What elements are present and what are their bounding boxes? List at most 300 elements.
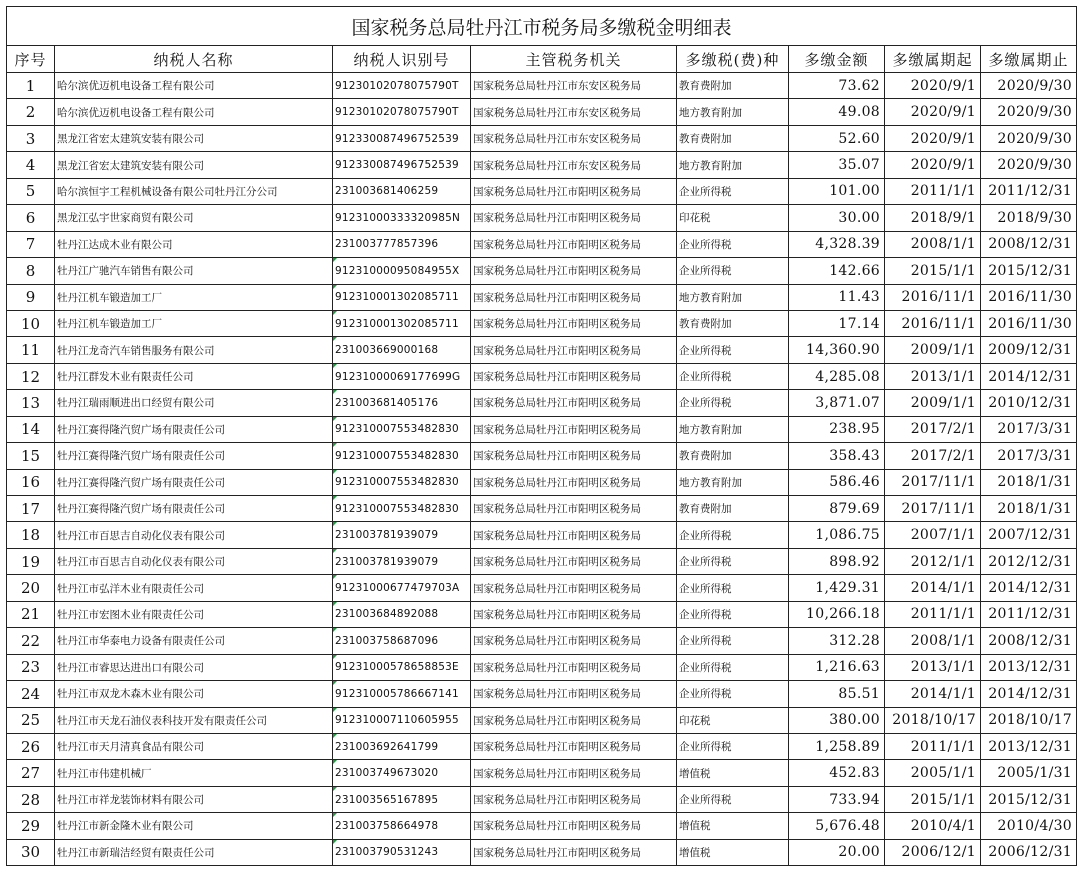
cell-tax-office[interactable]: 国家税务总局牡丹江市阳明区税务局: [471, 628, 677, 654]
header-tax-office: 主管税务机关: [471, 46, 677, 73]
cell-taxpayer-id[interactable]: [333, 363, 471, 389]
cell-taxpayer-id[interactable]: [333, 575, 471, 601]
cell-tax-type[interactable]: 企业所得税: [677, 363, 789, 389]
cell-tax-office[interactable]: 国家税务总局牡丹江市阳明区税务局: [471, 310, 677, 336]
note-indicator-icon: [333, 311, 337, 315]
taxpayer-id-text: 912310007110605955: [335, 714, 459, 727]
cell-taxpayer-id[interactable]: [333, 707, 471, 733]
cell-taxpayer-name[interactable]: 牡丹江市百思吉自动化仪表有限公司: [55, 548, 333, 574]
cell-period-start[interactable]: 2018/10/17: [885, 707, 981, 733]
cell-taxpayer-name[interactable]: 牡丹江市华泰电力设备有限责任公司: [55, 628, 333, 654]
taxpayer-id-text: 912310001302085711: [335, 317, 459, 330]
taxpayer-id-text: 231003681405176: [335, 396, 439, 409]
note-indicator-icon: [333, 840, 337, 844]
cell-tax-office[interactable]: 国家税务总局牡丹江市阳明区税务局: [471, 760, 677, 786]
cell-index[interactable]: 11: [7, 337, 55, 363]
cell-taxpayer-name[interactable]: 牡丹江机车锻造加工厂: [55, 284, 333, 310]
cell-amount[interactable]: 898.92: [789, 548, 885, 574]
table-row: [7, 152, 1077, 178]
cell-period-start[interactable]: 2009/1/1: [885, 337, 981, 363]
cell-taxpayer-id[interactable]: 91230102078075790T: [333, 73, 471, 99]
cell-taxpayer-name[interactable]: 牡丹江龙奇汽车销售服务有限公司: [55, 337, 333, 363]
cell-taxpayer-name[interactable]: 哈尔滨优迈机电设备工程有限公司: [55, 73, 333, 99]
cell-amount[interactable]: 452.83: [789, 760, 885, 786]
taxpayer-id-text: 912310007553482830: [335, 449, 459, 462]
cell-index[interactable]: 2: [7, 99, 55, 125]
cell-tax-type[interactable]: 地方教育附加: [677, 416, 789, 442]
taxpayer-id-text: 912310007553482830: [335, 423, 459, 436]
cell-period-start[interactable]: 2010/4/1: [885, 813, 981, 839]
cell-tax-type[interactable]: 企业所得税: [677, 178, 789, 204]
header-taxpayer-name: 纳税人名称: [55, 46, 333, 73]
cell-period-end[interactable]: 2020/9/30: [981, 125, 1077, 151]
cell-tax-office[interactable]: 国家税务总局牡丹江市阳明区税务局: [471, 839, 677, 865]
cell-taxpayer-name[interactable]: 牡丹江市祥龙装饰材料有限公司: [55, 786, 333, 812]
cell-period-end[interactable]: 2009/12/31: [981, 337, 1077, 363]
cell-taxpayer-id[interactable]: [333, 548, 471, 574]
cell-index[interactable]: 9: [7, 284, 55, 310]
table-row: [7, 416, 1077, 442]
cell-tax-type[interactable]: 增值税: [677, 760, 789, 786]
cell-index[interactable]: 24: [7, 681, 55, 707]
cell-taxpayer-id[interactable]: [333, 681, 471, 707]
cell-amount[interactable]: 14,360.90: [789, 337, 885, 363]
cell-amount[interactable]: 35.07: [789, 152, 885, 178]
cell-period-end[interactable]: 2011/12/31: [981, 601, 1077, 627]
cell-taxpayer-name[interactable]: 牡丹江群发木业有限责任公司: [55, 363, 333, 389]
note-indicator-icon: [333, 602, 337, 606]
header-row: [7, 46, 1077, 73]
table-row: [7, 654, 1077, 680]
cell-taxpayer-name[interactable]: 牡丹江市新金隆木业有限公司: [55, 813, 333, 839]
cell-period-start[interactable]: 2011/1/1: [885, 601, 981, 627]
cell-taxpayer-name[interactable]: 牡丹江市宏图木业有限责任公司: [55, 601, 333, 627]
cell-taxpayer-id[interactable]: 912330087496752539: [333, 152, 471, 178]
spreadsheet: [6, 6, 1076, 866]
cell-tax-type[interactable]: 印花税: [677, 205, 789, 231]
cell-taxpayer-id[interactable]: [333, 416, 471, 442]
cell-tax-office[interactable]: 国家税务总局牡丹江市阳明区税务局: [471, 522, 677, 548]
cell-period-end[interactable]: 2017/3/31: [981, 416, 1077, 442]
taxpayer-id-text: 912310007553482830: [335, 476, 459, 489]
cell-period-end[interactable]: 2018/9/30: [981, 205, 1077, 231]
cell-tax-office[interactable]: 国家税务总局牡丹江市阳明区税务局: [471, 258, 677, 284]
cell-tax-type[interactable]: 企业所得税: [677, 522, 789, 548]
cell-amount[interactable]: 11.43: [789, 284, 885, 310]
cell-tax-office[interactable]: 国家税务总局牡丹江市东安区税务局: [471, 99, 677, 125]
cell-tax-type[interactable]: 教育费附加: [677, 443, 789, 469]
cell-period-end[interactable]: 2020/9/30: [981, 152, 1077, 178]
note-indicator-icon: [333, 655, 337, 659]
cell-period-end[interactable]: 2018/1/31: [981, 496, 1077, 522]
cell-tax-office[interactable]: 国家税务总局牡丹江市阳明区税务局: [471, 548, 677, 574]
cell-amount[interactable]: 879.69: [789, 496, 885, 522]
cell-tax-office[interactable]: 国家税务总局牡丹江市阳明区税务局: [471, 231, 677, 257]
cell-period-start[interactable]: 2016/11/1: [885, 284, 981, 310]
cell-amount[interactable]: 733.94: [789, 786, 885, 812]
cell-amount[interactable]: 238.95: [789, 416, 885, 442]
cell-amount[interactable]: 312.28: [789, 628, 885, 654]
cell-index[interactable]: 14: [7, 416, 55, 442]
cell-period-start[interactable]: 2008/1/1: [885, 628, 981, 654]
cell-taxpayer-id[interactable]: [333, 390, 471, 416]
table-row: [7, 284, 1077, 310]
cell-taxpayer-name[interactable]: 牡丹江赛得隆汽贸广场有限责任公司: [55, 496, 333, 522]
cell-taxpayer-id[interactable]: 231003681406259: [333, 178, 471, 204]
cell-taxpayer-id[interactable]: [333, 628, 471, 654]
table-row: [7, 469, 1077, 495]
cell-period-end[interactable]: 2013/12/31: [981, 733, 1077, 759]
cell-amount[interactable]: 4,328.39: [789, 231, 885, 257]
note-indicator-icon: [333, 364, 337, 368]
cell-taxpayer-name[interactable]: 牡丹江赛得隆汽贸广场有限责任公司: [55, 443, 333, 469]
cell-index[interactable]: 30: [7, 839, 55, 865]
cell-period-start[interactable]: 2017/11/1: [885, 469, 981, 495]
cell-taxpayer-name[interactable]: 牡丹江瑞雨顺进出口经贸有限公司: [55, 390, 333, 416]
cell-tax-type[interactable]: 地方教育附加: [677, 469, 789, 495]
cell-index[interactable]: 18: [7, 522, 55, 548]
cell-taxpayer-name[interactable]: 牡丹江市双龙木森木业有限公司: [55, 681, 333, 707]
cell-period-end[interactable]: 2012/12/31: [981, 548, 1077, 574]
cell-tax-office[interactable]: 国家税务总局牡丹江市阳明区税务局: [471, 205, 677, 231]
cell-tax-type[interactable]: 企业所得税: [677, 575, 789, 601]
cell-period-end[interactable]: 2007/12/31: [981, 522, 1077, 548]
cell-index[interactable]: 15: [7, 443, 55, 469]
taxpayer-id-text: 231003669000168: [335, 344, 439, 357]
cell-taxpayer-name[interactable]: 牡丹江达成木业有限公司: [55, 231, 333, 257]
cell-period-start[interactable]: 2011/1/1: [885, 733, 981, 759]
cell-tax-type[interactable]: 企业所得税: [677, 601, 789, 627]
cell-tax-type[interactable]: 企业所得税: [677, 628, 789, 654]
cell-period-start[interactable]: 2008/1/1: [885, 231, 981, 257]
cell-tax-office[interactable]: 国家税务总局牡丹江市阳明区税务局: [471, 443, 677, 469]
cell-index[interactable]: 16: [7, 469, 55, 495]
cell-period-start[interactable]: 2007/1/1: [885, 522, 981, 548]
cell-amount[interactable]: 1,216.63: [789, 654, 885, 680]
cell-taxpayer-name[interactable]: 牡丹江赛得隆汽贸广场有限责任公司: [55, 469, 333, 495]
header-index: 序号: [7, 46, 55, 73]
cell-index[interactable]: 3: [7, 125, 55, 151]
table-body: [7, 73, 1077, 866]
cell-amount[interactable]: 10,266.18: [789, 601, 885, 627]
cell-amount[interactable]: 1,258.89: [789, 733, 885, 759]
cell-tax-office[interactable]: 国家税务总局牡丹江市阳明区税务局: [471, 786, 677, 812]
cell-taxpayer-name[interactable]: 牡丹江市弘洋木业有限责任公司: [55, 575, 333, 601]
taxpayer-id-text: 231003781939079: [335, 555, 439, 568]
cell-period-start[interactable]: 2015/1/1: [885, 786, 981, 812]
table-row: [7, 786, 1077, 812]
cell-period-start[interactable]: 2013/1/1: [885, 363, 981, 389]
cell-period-start[interactable]: 2014/1/1: [885, 681, 981, 707]
cell-taxpayer-id[interactable]: [333, 443, 471, 469]
cell-index[interactable]: 5: [7, 178, 55, 204]
cell-tax-type[interactable]: 企业所得税: [677, 258, 789, 284]
cell-tax-office[interactable]: 国家税务总局牡丹江市阳明区税务局: [471, 681, 677, 707]
table-row: [7, 205, 1077, 231]
cell-period-end[interactable]: 2016/11/30: [981, 284, 1077, 310]
cell-period-start[interactable]: 2018/9/1: [885, 205, 981, 231]
cell-index[interactable]: 28: [7, 786, 55, 812]
cell-taxpayer-id[interactable]: [333, 258, 471, 284]
cell-period-start[interactable]: 2014/1/1: [885, 575, 981, 601]
cell-tax-office[interactable]: 国家税务总局牡丹江市阳明区税务局: [471, 469, 677, 495]
taxpayer-id-text: 231003684892088: [335, 608, 439, 621]
cell-amount[interactable]: 358.43: [789, 443, 885, 469]
cell-tax-type[interactable]: 增值税: [677, 839, 789, 865]
cell-tax-type[interactable]: 教育费附加: [677, 310, 789, 336]
cell-index[interactable]: 7: [7, 231, 55, 257]
cell-taxpayer-id[interactable]: [333, 760, 471, 786]
cell-index[interactable]: 27: [7, 760, 55, 786]
cell-tax-office[interactable]: 国家税务总局牡丹江市阳明区税务局: [471, 733, 677, 759]
cell-index[interactable]: 12: [7, 363, 55, 389]
cell-period-end[interactable]: 2018/10/17: [981, 707, 1077, 733]
note-indicator-icon: [333, 522, 337, 526]
note-indicator-icon: [333, 787, 337, 791]
table-row: [7, 337, 1077, 363]
cell-tax-type[interactable]: 企业所得税: [677, 654, 789, 680]
cell-amount[interactable]: 380.00: [789, 707, 885, 733]
cell-amount[interactable]: 73.62: [789, 73, 885, 99]
cell-period-start[interactable]: 2017/2/1: [885, 416, 981, 442]
cell-period-end[interactable]: 2018/1/31: [981, 469, 1077, 495]
cell-taxpayer-name[interactable]: 哈尔滨恒宇工程机械设备有限公司牡丹江分公司: [55, 178, 333, 204]
cell-period-end[interactable]: 2005/1/31: [981, 760, 1077, 786]
cell-taxpayer-id[interactable]: [333, 733, 471, 759]
cell-tax-type[interactable]: 企业所得税: [677, 733, 789, 759]
cell-period-start[interactable]: 2011/1/1: [885, 178, 981, 204]
cell-period-end[interactable]: 2016/11/30: [981, 310, 1077, 336]
cell-taxpayer-id[interactable]: [333, 654, 471, 680]
cell-period-end[interactable]: 2015/12/31: [981, 258, 1077, 284]
cell-period-end[interactable]: 2010/12/31: [981, 390, 1077, 416]
table-row: [7, 496, 1077, 522]
header-tax-type: 多缴税(费)种: [677, 46, 789, 73]
header-period-start: 多缴属期起: [885, 46, 981, 73]
note-indicator-icon: [333, 390, 337, 394]
cell-taxpayer-id[interactable]: 91231000333320985N: [333, 205, 471, 231]
cell-period-end[interactable]: 2008/12/31: [981, 628, 1077, 654]
note-indicator-icon: [333, 708, 337, 712]
note-indicator-icon: [333, 734, 337, 738]
cell-amount[interactable]: 49.08: [789, 99, 885, 125]
table-row: [7, 601, 1077, 627]
cell-tax-type[interactable]: 地方教育附加: [677, 152, 789, 178]
table-row: [7, 628, 1077, 654]
cell-tax-office[interactable]: 国家税务总局牡丹江市阳明区税务局: [471, 813, 677, 839]
taxpayer-id-text: 231003781939079: [335, 529, 439, 542]
cell-tax-type[interactable]: 地方教育附加: [677, 284, 789, 310]
cell-amount[interactable]: 52.60: [789, 125, 885, 151]
tax-refund-table: [6, 6, 1077, 866]
cell-index[interactable]: 4: [7, 152, 55, 178]
cell-tax-type[interactable]: 地方教育附加: [677, 99, 789, 125]
table-row: [7, 575, 1077, 601]
cell-period-end[interactable]: 2014/12/31: [981, 363, 1077, 389]
cell-amount[interactable]: 3,871.07: [789, 390, 885, 416]
cell-period-start[interactable]: 2016/11/1: [885, 310, 981, 336]
cell-period-end[interactable]: 2014/12/31: [981, 575, 1077, 601]
taxpayer-id-text: 91231000095084955X: [335, 264, 460, 277]
cell-tax-type[interactable]: 企业所得税: [677, 548, 789, 574]
cell-period-start[interactable]: 2015/1/1: [885, 258, 981, 284]
cell-index[interactable]: 19: [7, 548, 55, 574]
cell-index[interactable]: 6: [7, 205, 55, 231]
table-row: [7, 390, 1077, 416]
table-row: [7, 733, 1077, 759]
cell-period-end[interactable]: 2020/9/30: [981, 99, 1077, 125]
cell-index[interactable]: 25: [7, 707, 55, 733]
cell-amount[interactable]: 5,676.48: [789, 813, 885, 839]
cell-amount[interactable]: 85.51: [789, 681, 885, 707]
cell-taxpayer-id[interactable]: 91230102078075790T: [333, 99, 471, 125]
cell-tax-type[interactable]: 企业所得税: [677, 337, 789, 363]
cell-tax-office[interactable]: 国家税务总局牡丹江市阳明区税务局: [471, 601, 677, 627]
header-amount: 多缴金额: [789, 46, 885, 73]
cell-taxpayer-id[interactable]: 912330087496752539: [333, 125, 471, 151]
cell-index[interactable]: 13: [7, 390, 55, 416]
cell-tax-type[interactable]: 企业所得税: [677, 681, 789, 707]
cell-amount[interactable]: 142.66: [789, 258, 885, 284]
table-title: 国家税务总局牡丹江市税务局多缴税金明细表: [7, 7, 1077, 46]
cell-tax-type[interactable]: 教育费附加: [677, 125, 789, 151]
cell-amount[interactable]: 17.14: [789, 310, 885, 336]
cell-period-start[interactable]: 2017/11/1: [885, 496, 981, 522]
cell-tax-type[interactable]: 印花税: [677, 707, 789, 733]
cell-tax-type[interactable]: 增值税: [677, 813, 789, 839]
cell-tax-office[interactable]: 国家税务总局牡丹江市东安区税务局: [471, 152, 677, 178]
cell-tax-office[interactable]: 国家税务总局牡丹江市东安区税务局: [471, 73, 677, 99]
cell-taxpayer-name[interactable]: 牡丹江市百思吉自动化仪表有限公司: [55, 522, 333, 548]
cell-taxpayer-id[interactable]: [333, 522, 471, 548]
table-row: [7, 443, 1077, 469]
cell-index[interactable]: 29: [7, 813, 55, 839]
cell-period-end[interactable]: 2015/12/31: [981, 786, 1077, 812]
cell-taxpayer-name[interactable]: 黑龙江弘宇世家商贸有限公司: [55, 205, 333, 231]
cell-taxpayer-id[interactable]: [333, 813, 471, 839]
cell-taxpayer-name[interactable]: 牡丹江市天月清真食品有限公司: [55, 733, 333, 759]
cell-taxpayer-id[interactable]: [333, 284, 471, 310]
cell-taxpayer-id[interactable]: [333, 839, 471, 865]
cell-taxpayer-name[interactable]: 牡丹江市天龙石油仪表科技开发有限责任公司: [55, 707, 333, 733]
cell-period-end[interactable]: 2014/12/31: [981, 681, 1077, 707]
table-row: [7, 760, 1077, 786]
cell-taxpayer-id[interactable]: [333, 337, 471, 363]
cell-index[interactable]: 21: [7, 601, 55, 627]
cell-period-end[interactable]: 2013/12/31: [981, 654, 1077, 680]
cell-tax-office[interactable]: 国家税务总局牡丹江市阳明区税务局: [471, 390, 677, 416]
cell-index[interactable]: 10: [7, 310, 55, 336]
cell-period-end[interactable]: 2011/12/31: [981, 178, 1077, 204]
cell-amount[interactable]: 1,086.75: [789, 522, 885, 548]
note-indicator-icon: [333, 496, 337, 500]
cell-taxpayer-id[interactable]: [333, 469, 471, 495]
note-indicator-icon: [333, 443, 337, 447]
cell-index[interactable]: 26: [7, 733, 55, 759]
cell-taxpayer-name[interactable]: 黑龙江省宏太建筑安装有限公司: [55, 125, 333, 151]
cell-amount[interactable]: 586.46: [789, 469, 885, 495]
cell-amount[interactable]: 1,429.31: [789, 575, 885, 601]
cell-period-start[interactable]: 2020/9/1: [885, 152, 981, 178]
cell-tax-office[interactable]: 国家税务总局牡丹江市阳明区税务局: [471, 363, 677, 389]
cell-taxpayer-id[interactable]: [333, 601, 471, 627]
header-taxpayer-id: 纳税人识别号: [333, 46, 471, 73]
table-row: [7, 99, 1077, 125]
cell-tax-office[interactable]: 国家税务总局牡丹江市阳明区税务局: [471, 284, 677, 310]
note-indicator-icon: [333, 549, 337, 553]
cell-taxpayer-name[interactable]: 牡丹江机车锻造加工厂: [55, 310, 333, 336]
cell-taxpayer-id[interactable]: 231003777857396: [333, 231, 471, 257]
cell-amount[interactable]: 20.00: [789, 839, 885, 865]
cell-taxpayer-name[interactable]: 牡丹江赛得隆汽贸广场有限责任公司: [55, 416, 333, 442]
cell-amount[interactable]: 4,285.08: [789, 363, 885, 389]
cell-tax-office[interactable]: 国家税务总局牡丹江市阳明区税务局: [471, 575, 677, 601]
cell-amount[interactable]: 101.00: [789, 178, 885, 204]
cell-index[interactable]: 1: [7, 73, 55, 99]
cell-tax-type[interactable]: 企业所得税: [677, 390, 789, 416]
cell-taxpayer-name[interactable]: 牡丹江市新瑞洁经贸有限责任公司: [55, 839, 333, 865]
cell-period-start[interactable]: 2009/1/1: [885, 390, 981, 416]
cell-tax-type[interactable]: 企业所得税: [677, 231, 789, 257]
cell-period-start[interactable]: 2005/1/1: [885, 760, 981, 786]
table-row: [7, 548, 1077, 574]
cell-taxpayer-name[interactable]: 牡丹江市伟建机械厂: [55, 760, 333, 786]
cell-index[interactable]: 22: [7, 628, 55, 654]
cell-tax-office[interactable]: 国家税务总局牡丹江市阳明区税务局: [471, 707, 677, 733]
cell-index[interactable]: 8: [7, 258, 55, 284]
cell-period-start[interactable]: 2020/9/1: [885, 99, 981, 125]
cell-index[interactable]: 17: [7, 496, 55, 522]
cell-tax-type[interactable]: 教育费附加: [677, 496, 789, 522]
table-row: [7, 707, 1077, 733]
cell-taxpayer-name[interactable]: 牡丹江广驰汽车销售有限公司: [55, 258, 333, 284]
cell-taxpayer-id[interactable]: [333, 496, 471, 522]
cell-period-start[interactable]: 2020/9/1: [885, 73, 981, 99]
cell-tax-office[interactable]: 国家税务总局牡丹江市东安区税务局: [471, 125, 677, 151]
cell-amount[interactable]: 30.00: [789, 205, 885, 231]
cell-tax-type[interactable]: 企业所得税: [677, 786, 789, 812]
cell-period-start[interactable]: 2013/1/1: [885, 654, 981, 680]
table-row: [7, 231, 1077, 257]
cell-taxpayer-name[interactable]: 黑龙江省宏太建筑安装有限公司: [55, 152, 333, 178]
cell-period-end[interactable]: 2020/9/30: [981, 73, 1077, 99]
cell-period-end[interactable]: 2008/12/31: [981, 231, 1077, 257]
cell-period-start[interactable]: 2020/9/1: [885, 125, 981, 151]
cell-taxpayer-name[interactable]: 哈尔滨优迈机电设备工程有限公司: [55, 99, 333, 125]
taxpayer-id-text: 231003790531243: [335, 846, 439, 859]
cell-tax-type[interactable]: 教育费附加: [677, 73, 789, 99]
cell-tax-office[interactable]: 国家税务总局牡丹江市阳明区税务局: [471, 416, 677, 442]
cell-period-end[interactable]: 2006/12/31: [981, 839, 1077, 865]
cell-taxpayer-id[interactable]: [333, 310, 471, 336]
taxpayer-id-text: 91231000677479703A: [335, 582, 460, 595]
table-row: [7, 681, 1077, 707]
cell-index[interactable]: 20: [7, 575, 55, 601]
cell-tax-office[interactable]: 国家税务总局牡丹江市阳明区税务局: [471, 654, 677, 680]
cell-index[interactable]: 23: [7, 654, 55, 680]
cell-period-end[interactable]: 2010/4/30: [981, 813, 1077, 839]
cell-tax-office[interactable]: 国家税务总局牡丹江市阳明区税务局: [471, 496, 677, 522]
cell-period-start[interactable]: 2017/2/1: [885, 443, 981, 469]
cell-tax-office[interactable]: 国家税务总局牡丹江市阳明区税务局: [471, 178, 677, 204]
cell-period-start[interactable]: 2006/12/1: [885, 839, 981, 865]
cell-period-end[interactable]: 2017/3/31: [981, 443, 1077, 469]
cell-tax-office[interactable]: 国家税务总局牡丹江市阳明区税务局: [471, 337, 677, 363]
cell-period-start[interactable]: 2012/1/1: [885, 548, 981, 574]
taxpayer-id-text: 91231000578658853E: [335, 661, 459, 674]
cell-taxpayer-name[interactable]: 牡丹江市睿思达进出口有限公司: [55, 654, 333, 680]
cell-taxpayer-id[interactable]: [333, 786, 471, 812]
